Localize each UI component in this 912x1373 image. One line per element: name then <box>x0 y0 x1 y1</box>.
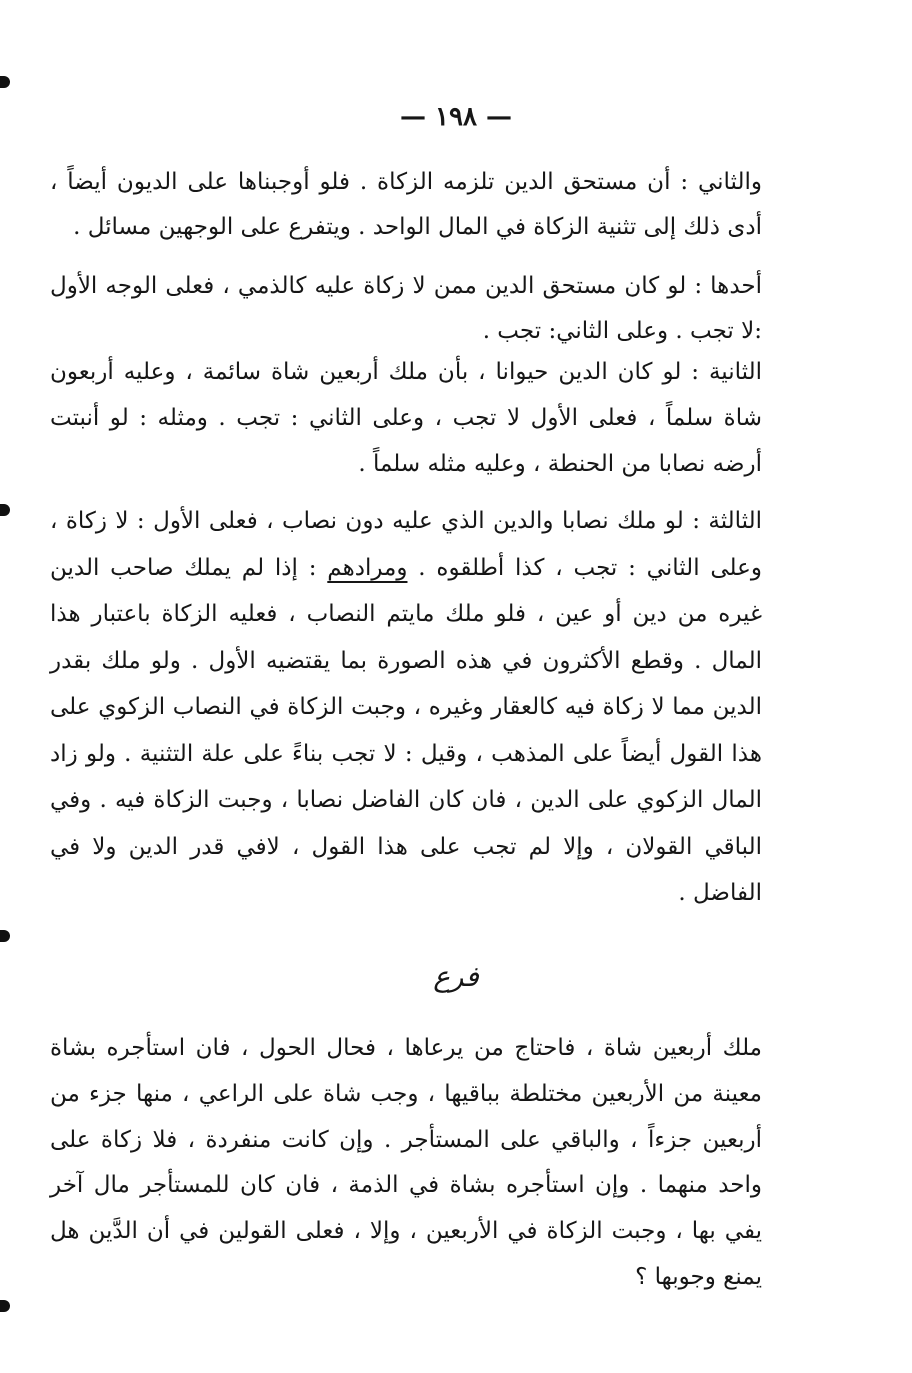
margin-binding-mark <box>0 1300 10 1312</box>
section-heading: فرع <box>433 960 479 993</box>
page-number: — ١٩٨ — <box>399 102 513 132</box>
paragraph-issue-one: أحدها : لو كان مستحق الدين ممن لا زكاة عليه كالذمي ، فعلى الوجه الأول :لا تجب . وعلى الثاني: تجب . <box>50 273 762 344</box>
margin-binding-mark <box>0 76 10 88</box>
paragraph-second-reason: والثاني : أن مستحق الدين تلزمه الزكاة . فلو أوجبناها على الديون أيضاً ، أدى ذلك إلى تثنية الزكاة في المال الواحد . ويتفرع على الوجهين مسائل . <box>50 169 762 240</box>
paragraph-issue-three-start: الثالثة : لو ملك نصابا والدين الذي عليه دون نصاب ، فعلى الأول : لا زكاة ، وعلى الثاني : تجب ، كذا أطلقوه . <box>50 508 762 581</box>
underlined-word: ومرادهم <box>327 554 408 581</box>
paragraph-issue-three <box>50 498 762 917</box>
margin-binding-mark <box>0 930 10 942</box>
margin-binding-mark <box>0 504 10 516</box>
paragraph-issue-two: الثانية : لو كان الدين حيوانا ، بأن ملك أربعين شاة سائمة ، وعليه أربعون شاة سلماً ، فعلى الأول لا تجب ، وعلى الثاني : تجب . ومثله : لو أنبتت أرضه نصابا من الحنطة ، وعليه مثله سلماً . <box>50 359 762 477</box>
section-paragraph: ملك أربعين شاة ، فاحتاج من يرعاها ، فحال الحول ، فان استأجره بشاة معينة من الأربعين مختلطة بباقيها ، وجب شاة على الراعي ، منها جزء من أربعين جزءاً ، والباقي على المستأجر . وإن كانت منفردة ، فلا زكاة على واحد منهما . وإن استأجره بشاة في الذمة ، فان كان للمستأجر مال آخر يفي بها ، وجبت الزكاة في الأربعين ، وإلا ، فعلى القولين في أن الدَّين هل يمنع وجوبها ؟ <box>50 1035 762 1290</box>
paragraph-issue-three-rest: : إذا لم يملك صاحب الدين غيره من دين أو عين ، فلو ملك مايتم النصاب ، فعليه الزكاة باعتبار هذا المال . وقطع الأكثرون في هذه الصورة بما يقتضيه الأول . ولو ملك بقدر الدين مما لا زكاة فيه كالعقار وغيره ، وجبت الزكاة في النصاب الزكوي على هذا القول أيضاً على المذهب ، وقيل : لا تجب بناءً على علة التثنية . ولو زاد المال الزكوي على الدين ، فان كان الفاضل نصابا ، وجبت الزكاة فيه . وفي الباقي القولان ، وإلا لم تجب على هذا القول ، لافي قدر الدين ولا في الفاضل . <box>50 554 762 906</box>
